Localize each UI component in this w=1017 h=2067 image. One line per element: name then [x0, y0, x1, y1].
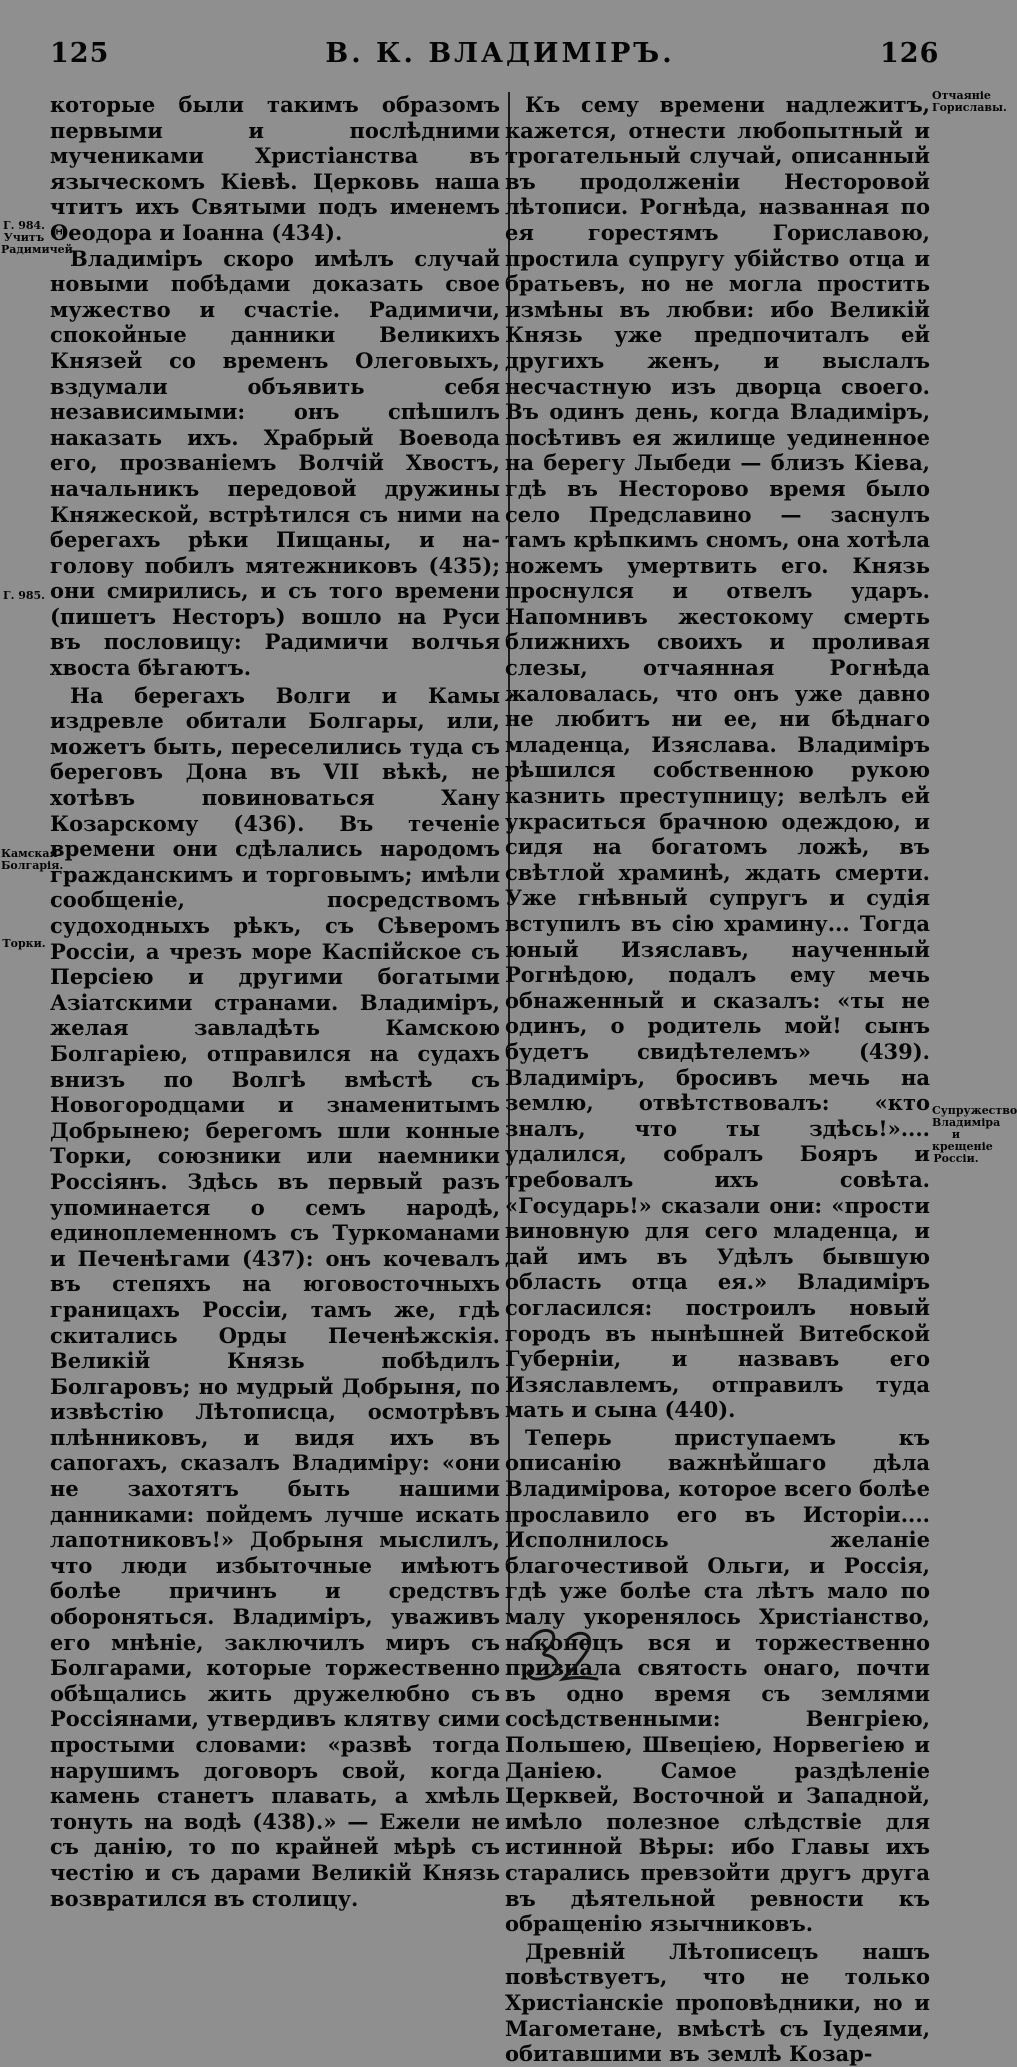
paragraph: На берегахъ Волги и Камы издревле обитали Болгары, или, можетъ быть, переселились туда съ береговъ Дона въ VII вѣкѣ, не хотѣвъ повиноваться Хану Козарскому (436). Въ теченіе времени они сдѣлались народомъ гражданскимъ и торговымъ; имѣли сообщеніе, посредствомъ судоходныхъ рѣкъ, съ Сѣверомъ Россіи, а чрезъ море Каспійское съ Персіею и другими богатыми Азіатскими странами. Владиміръ, желая завладѣть Камскою Болгаріею, отправился на судахъ внизъ по Волгѣ вмѣстѣ съ Новогородцами и знаменитымъ Добрынею; берегомъ шли конные Торки, союзники или наемники Россіянъ. Здѣсь въ первый разъ упоминается о семъ народѣ, единоплеменномъ съ Туркоманами и Печенѣгами (437): онъ кочевалъ въ степяхъ на юговосточныхъ границахъ Россіи, тамъ же, гдѣ скитались Орды Печенѣжскія. Великій Князь побѣдилъ Болгаровъ; но мудрый Добрыня, по извѣстію Лѣтописца, осмотрѣвъ плѣнниковъ, и видя ихъ въ сапогахъ, сказалъ Владиміру: «они не захотятъ быть нашими данниками: пойдемъ лучше искать лапотниковъ!» Добрыня мыслилъ, что люди избыточные имѣютъ болѣе причинъ и средствъ обороняться. Владиміръ, уваживъ его мнѣніе, заключилъ миръ съ Болгарами, которые торжественно обѣщались жить дружелюбно съ Россіянами, утвердивъ клятву сими простыми словами: «развѣ тогда нарушимъ договоръ свой, когда камень станетъ плавать, а хмѣль тонуть на водѣ (438).» — Ежели не съ данію, то по крайней мѣрѣ съ честію и съ дарами Великій Князь возвратился въ столицу.	[50, 682, 500, 1911]
running-header	[0, 38, 1000, 78]
paragraph: которые были такимъ образомъ первыми и послѣдними мучениками Христіанства въ языческомъ Кіевѣ. Церковь наша чтитъ ихъ Святыми подъ именемъ Θеодора и Іоанна (434).	[50, 92, 500, 245]
margin-note-kama-bulgaria: Камская Болгарія.	[1, 847, 64, 872]
margin-note-year-984: Г. 984. Учитъ Радимичей.	[1, 219, 77, 256]
running-title: В. К. ВЛАДИМІРЪ.	[325, 38, 675, 69]
paragraph: Теперь приступаемъ къ описанію важнѣйшаго дѣла Владимірова, которое всего болѣе прославило его въ Исторіи.... Исполнилось желаніе благочестивой Ольги, и Россія, гдѣ уже болѣе ста лѣтъ мало по малу укоренялось Христіанство, наконецъ вся и торжественно признала святость онаго, почти въ одно время съ землями сосѣдственными: Венгріею, Польшею, Швеціею, Норвегіею и Даніею. Самое раздѣленіе Церквей, Восточной и Западной, имѣло полезное слѣдствіе для истинной Вѣры: ибо Главы ихъ старались превзойти другъ друга въ дѣятельной ревности къ обращенію язычниковъ.	[505, 1424, 930, 1937]
right-text-column	[505, 92, 930, 2067]
margin-note-year-985: Г. 985.	[2, 589, 46, 602]
left-text-column	[50, 92, 500, 1911]
page-number-left: 125	[50, 38, 110, 69]
margin-note-gorislava: Отчаяніе Гориславы.	[932, 89, 1007, 114]
page-number-right: 126	[880, 38, 940, 69]
paragraph: Къ сему времени надлежитъ, кажется, отнести любопытный и трогательный случай, описанный въ продолженіи Несторовой лѣтописи. Рогнѣда, названная по ея горестямъ Гориславою, простила супругу убійство отца и братьевъ, но не могла простить измѣны въ любви: ибо Великій Князь уже предпочиталъ ей другихъ женъ, и выслалъ несчастную изъ дворца своего. Въ одинъ день, когда Владиміръ, посѣтивъ ея жилище уединенное на берегу Лыбеди — близъ Кіева, гдѣ въ Несторово время было село Предславино — заснулъ тамъ крѣпкимъ сномъ, она хотѣла ножемъ умертвить его. Князь проснулся и отвелъ ударъ. Напомнивъ жестокому смерть ближнихъ своихъ и проливая слезы, отчаянная Рогнѣда жаловалась, что онъ уже давно не любитъ ни ее, ни бѣднаго младенца, Изяслава. Владиміръ рѣшился собственною рукою казнить преступницу; велѣлъ ей украситься брачною одеждою, и сидя на богатомъ ложѣ, въ свѣтлой храминѣ, ждать смерти. Уже гнѣвный супругъ и судія вступилъ въ сію храмину... Тогда юный Изяславъ, наученный Рогнѣдою, подалъ ему мечь обнаженный и сказалъ: «ты не одинъ, о родитель мой! сынъ будетъ свидѣтелемъ» (439). Владиміръ, бросивъ мечь на землю, отвѣтствовалъ: «кто зналъ, что ты здѣсь!».... удалился, собралъ Бояръ и требовалъ ихъ совѣта. «Государь!» сказали они: «прости виновную для сего младенца, и дай имъ въ Удѣлъ бывшую область отца ея.» Владиміръ согласился: построилъ новый городъ въ нынѣшней Витебской Губерніи, и назвавъ его Изяславлемъ, отправилъ туда мать и сына (440).	[505, 92, 930, 1423]
margin-note-torki: Торки.	[2, 937, 46, 950]
paragraph: Владиміръ скоро имѣлъ случай новыми побѣдами доказать свое мужество и счастіе. Радимичи, спокойные данники Великихъ Князей со временъ Олеговыхъ, вздумали объявить себя независимыми: онъ спѣшилъ наказать ихъ. Храбрый Воевода его, прозваніемъ Волчій Хвостъ, начальникъ передовой дружины Княжеской, встрѣтился съ ними на берегахъ рѣки Пищаны, и на-голову побилъ мятежниковъ (435); они смирились, и съ того времени (пишетъ Несторъ) вошло на Руси въ пословицу: Радимичи волчья хвоста бѣгаютъ.	[50, 245, 500, 681]
margin-note-baptism: Супружество Владиміра и крещеніе Россіи.	[932, 1104, 1017, 1165]
paragraph: Древній Лѣтописецъ нашъ повѣствуетъ, что не только Христіанскіе проповѣдники, но и Магометане, вмѣстѣ съ Іудеями, обитавшими въ землѣ Козар-	[505, 1938, 930, 2067]
handwritten-folio-number	[525, 1625, 600, 1685]
